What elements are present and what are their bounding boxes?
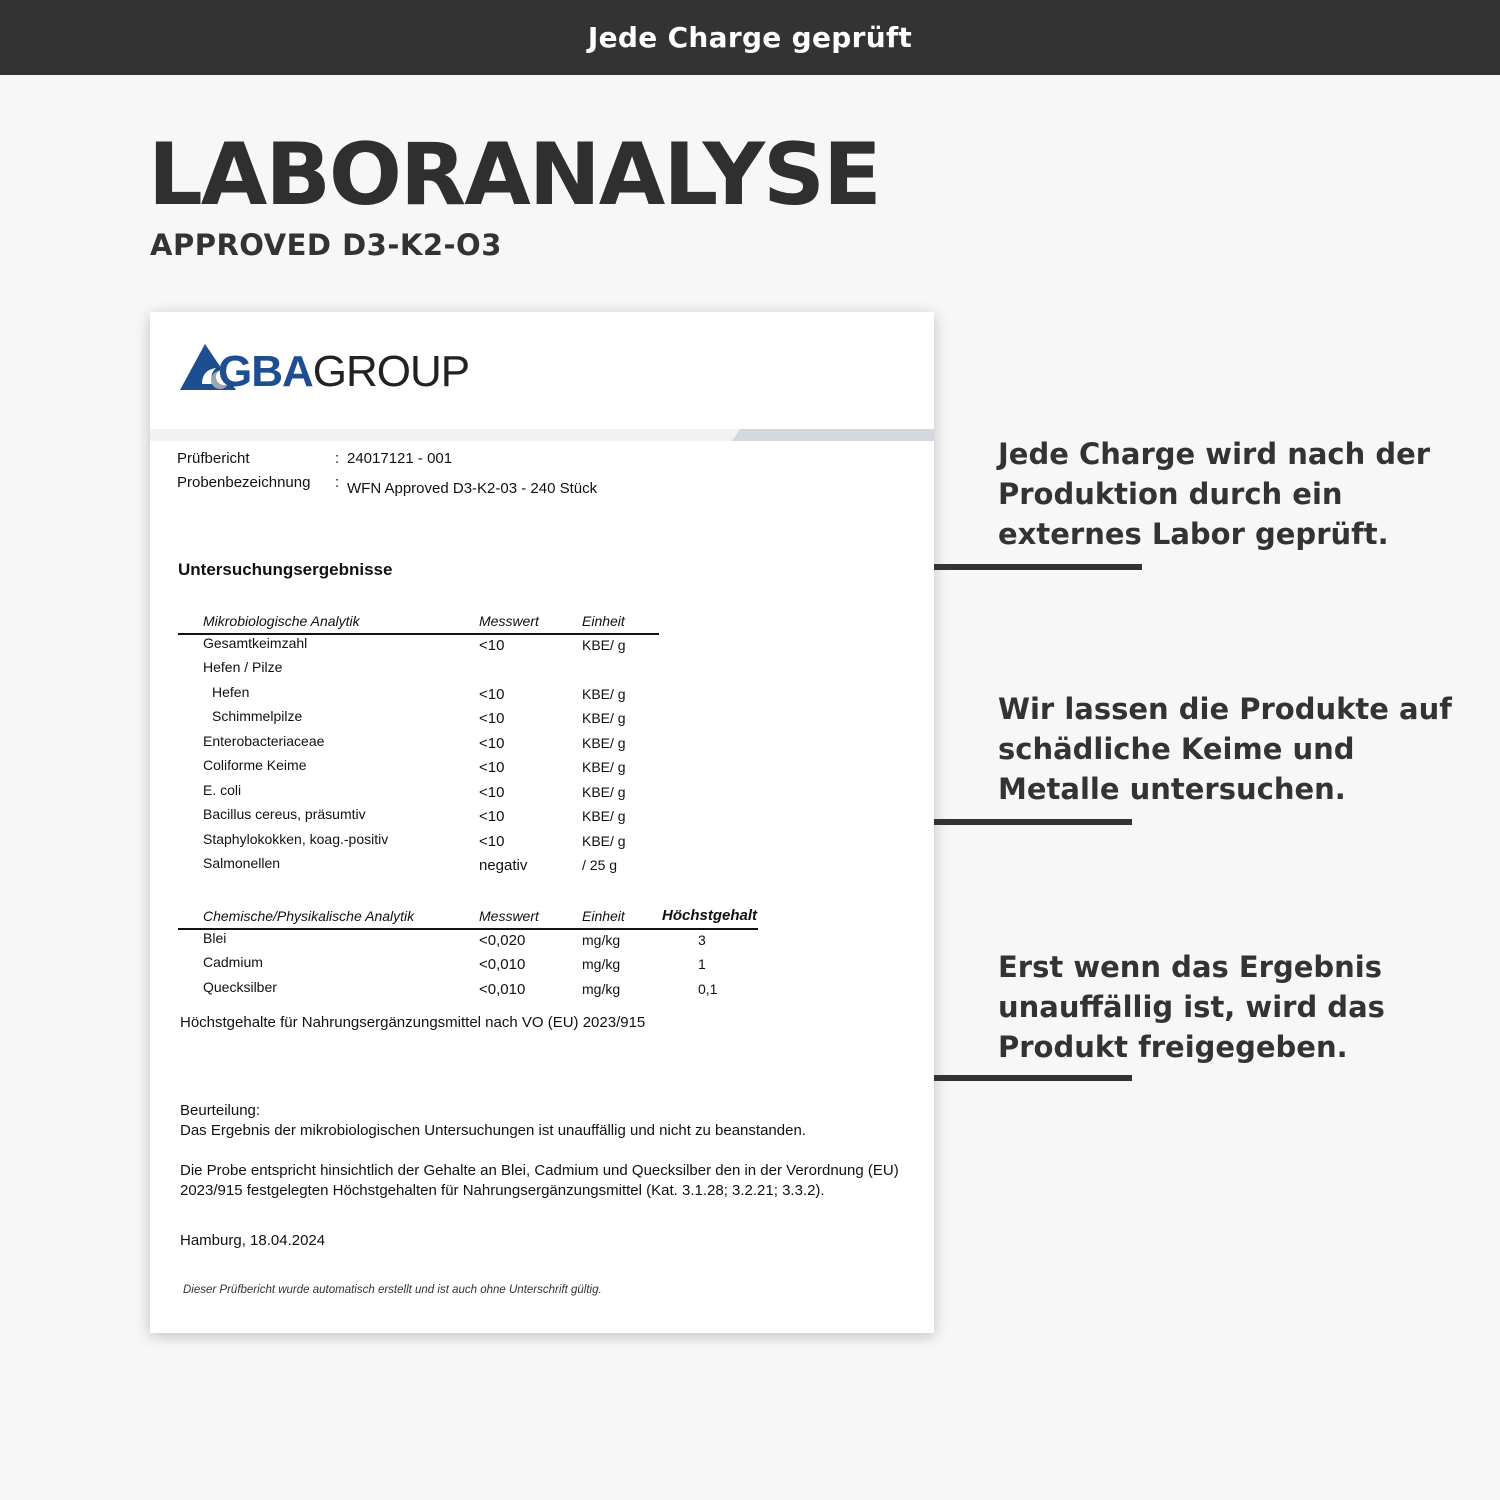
max-level: 3	[698, 932, 706, 948]
table-row	[178, 831, 878, 855]
table-row	[178, 757, 878, 781]
meta-value: 24017121 - 001	[347, 450, 453, 467]
analyte-name: Enterobacteriaceae	[203, 733, 325, 749]
analyte-name: Coliforme Keime	[203, 757, 307, 773]
assessment-micro-text: Das Ergebnis der mikrobiologischen Untersuchungen ist unauffällig und nicht zu beanstanden.	[180, 1122, 806, 1139]
max-level: 0,1	[698, 981, 718, 997]
page-title: LABORANALYSE	[148, 125, 880, 225]
lab-report-document	[150, 312, 934, 1333]
unit: KBE/ g	[582, 686, 626, 702]
analyte-name: Staphylokokken, koag.-positiv	[203, 831, 389, 847]
measured-value: <10	[479, 710, 505, 727]
callout-external-lab: Jede Charge wird nach der Produktion durch ein externes Labor geprüft.	[998, 437, 1431, 551]
analyte-name: Bacillus cereus, präsumtiv	[203, 806, 366, 822]
regulation-note: Höchstgehalte für Nahrungsergänzungsmittel nach VO (EU) 2023/915	[180, 1014, 646, 1031]
table-row	[178, 806, 878, 830]
table-row	[178, 659, 878, 683]
meta-label: Prüfbericht	[177, 450, 250, 467]
measured-value: <10	[479, 759, 505, 776]
analyte-name: Cadmium	[203, 954, 263, 970]
column-header: Einheit	[582, 613, 625, 629]
meta-colon: :	[335, 450, 340, 467]
column-header: Höchstgehalt	[662, 907, 758, 924]
analyte-name: Quecksilber	[203, 979, 277, 995]
logo-group-text: GROUP	[312, 347, 470, 396]
unit: KBE/ g	[582, 833, 626, 849]
report-footnote: Dieser Prüfbericht wurde automatisch erstellt und ist auch ohne Unterschrift gültig.	[183, 1284, 602, 1296]
analyte-name: Gesamtkeimzahl	[203, 635, 308, 651]
meta-colon: :	[335, 474, 340, 491]
header-divider-band	[150, 429, 934, 441]
table-row	[178, 733, 878, 757]
unit: KBE/ g	[582, 759, 626, 775]
unit: mg/kg	[582, 932, 621, 948]
place-and-date: Hamburg, 18.04.2024	[180, 1232, 326, 1249]
unit: mg/kg	[582, 956, 621, 972]
measured-value: <10	[479, 735, 505, 752]
measured-value: <0,020	[479, 932, 526, 949]
unit: KBE/ g	[582, 735, 626, 751]
unit: KBE/ g	[582, 710, 626, 726]
unit: / 25 g	[582, 857, 618, 873]
unit: KBE/ g	[582, 808, 626, 824]
analyte-name: Salmonellen	[203, 855, 281, 871]
measured-value: <10	[479, 686, 505, 703]
table-row	[178, 954, 878, 978]
analyte-name: Blei	[203, 930, 227, 946]
column-header: Mikrobiologische Analytik	[203, 613, 360, 629]
table-row	[178, 855, 878, 879]
callout-contaminant-testing: Wir lassen die Produkte auf schädliche Keime und Metalle untersuchen.	[998, 692, 1452, 806]
analyte-name: Hefen	[212, 684, 250, 700]
assessment-metals-text: Die Probe entspricht hinsichtlich der Gehalte an Blei, Cadmium und Quecksilber den in der Verordnung (EU) 2023/915 festgelegten Höchstgehalten für Nahrungsergänzungsmittel (Kat. 3.1.28; 3.2.21; 3.3.2).	[180, 1162, 899, 1199]
meta-label: Probenbezeichnung	[177, 474, 311, 491]
callout-connector-line	[934, 1075, 1132, 1081]
table-row	[178, 635, 878, 659]
unit: mg/kg	[582, 981, 621, 997]
logo-gba-text: GBA	[218, 347, 313, 396]
column-header: Einheit	[582, 908, 625, 924]
results-heading: Untersuchungsergebnisse	[178, 560, 393, 579]
callout-release: Erst wenn das Ergebnis unauffällig ist, wird das Produkt freigegeben.	[998, 950, 1385, 1064]
measured-value: <10	[479, 784, 505, 801]
max-level: 1	[698, 956, 706, 972]
callout-connector-line	[934, 564, 1142, 570]
table-row	[178, 979, 878, 1003]
measured-value: <0,010	[479, 956, 526, 973]
analyte-name: E. coli	[203, 782, 242, 798]
banner-title: Jede Charge geprüft	[587, 21, 913, 54]
column-header: Messwert	[479, 613, 539, 629]
table-row	[178, 684, 878, 708]
meta-value: WFN Approved D3-K2-03 - 240 Stück	[347, 480, 598, 497]
measured-value: <0,010	[479, 981, 526, 998]
top-banner	[0, 0, 1500, 75]
table-row	[178, 708, 878, 732]
measured-value: <10	[479, 833, 505, 850]
table-row	[178, 930, 878, 954]
logo-wordmark	[218, 347, 470, 396]
table-row	[178, 782, 878, 806]
measured-value: negativ	[479, 857, 528, 874]
unit: KBE/ g	[582, 637, 626, 653]
measured-value: <10	[479, 808, 505, 825]
analyte-name: Hefen / Pilze	[203, 659, 283, 675]
callout-connector-line	[934, 819, 1132, 825]
column-header: Messwert	[479, 908, 539, 924]
column-header: Chemische/Physikalische Analytik	[203, 908, 415, 924]
unit: KBE/ g	[582, 784, 626, 800]
analyte-name: Schimmelpilze	[212, 708, 303, 724]
measured-value: <10	[479, 637, 505, 654]
assessment-label: Beurteilung:	[180, 1102, 261, 1119]
page-subtitle: APPROVED D3-K2-O3	[150, 228, 502, 262]
